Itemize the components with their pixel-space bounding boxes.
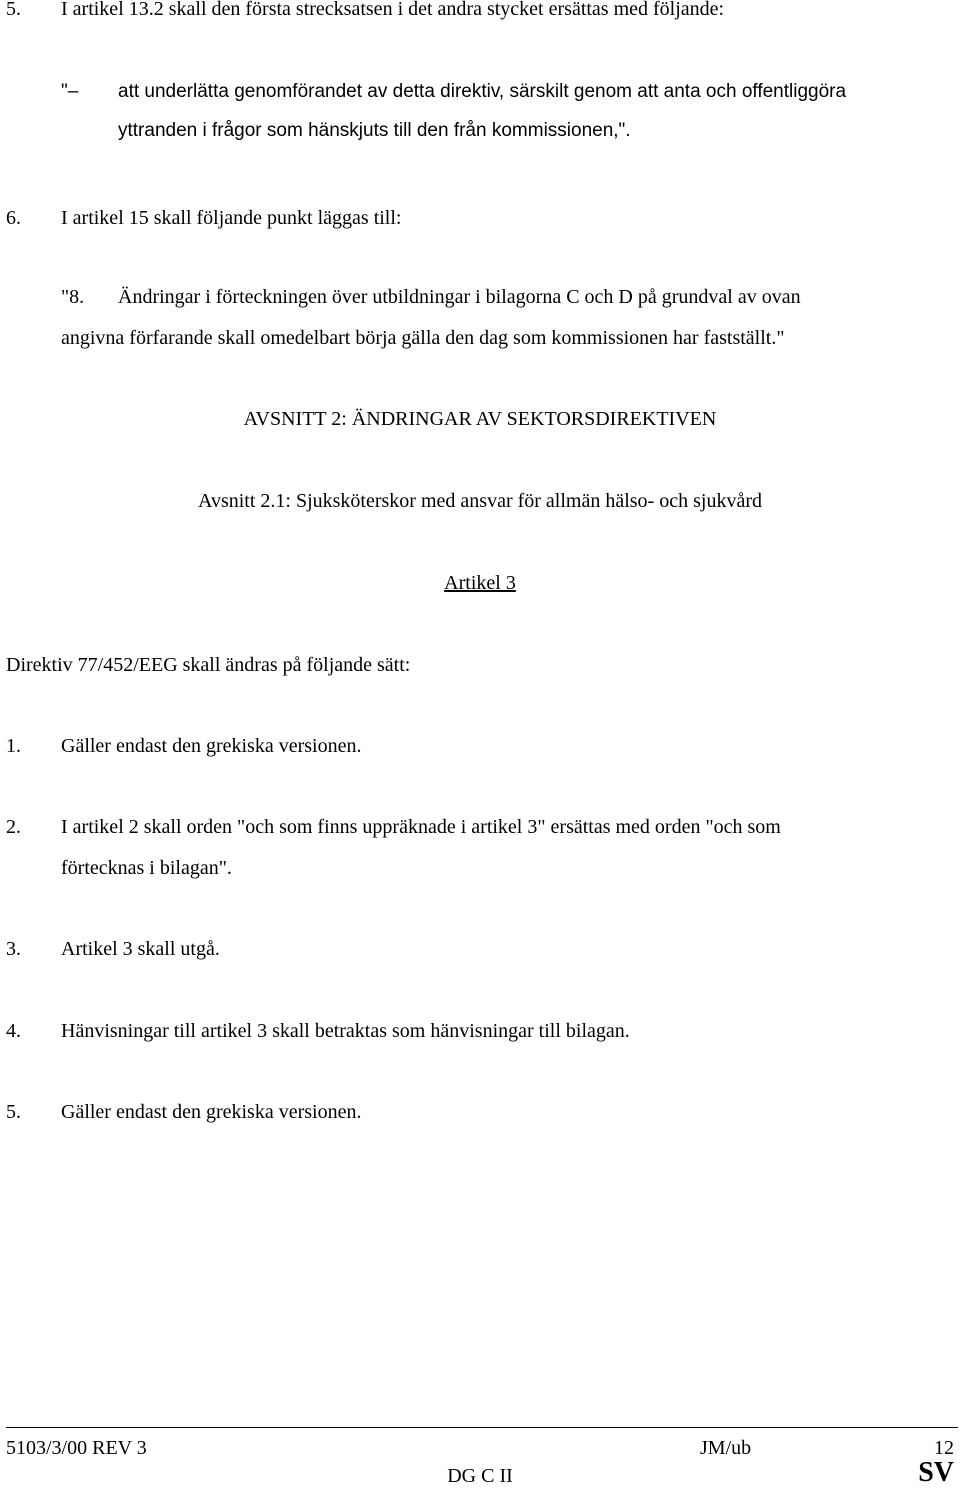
- article-heading: Artikel 3: [444, 572, 516, 594]
- quote-point-line-1: Ändringar i förteckningen över utbildningar i bilagorna C och D på grundval av ovan: [118, 286, 801, 308]
- quote-point-line-2: angivna förfarande skall omedelbart börja gälla den dag som kommissionen har fastställt.": [61, 327, 785, 349]
- point-text: förtecknas i bilagan".: [61, 857, 232, 879]
- footer-page-number: 12: [934, 1437, 954, 1459]
- footer-dg: DG C II: [447, 1465, 513, 1487]
- point-text: Gäller endast den grekiska versionen.: [61, 1101, 362, 1123]
- subsection-heading: Avsnitt 2.1: Sjuksköterskor med ansvar för allmän hälso- och sjukvård: [198, 490, 762, 512]
- point-number: 4.: [6, 1020, 21, 1042]
- footer-initials: JM/ub: [700, 1437, 752, 1459]
- footer-rule: [6, 1427, 958, 1428]
- quote-dash-mark: "–: [61, 81, 79, 102]
- item-number: 6.: [6, 207, 21, 229]
- directive-intro: Direktiv 77/452/EEG skall ändras på följande sätt:: [6, 654, 411, 676]
- item-text: I artikel 15 skall följande punkt läggas till:: [61, 207, 402, 229]
- point-number: 3.: [6, 938, 21, 960]
- point-text: Artikel 3 skall utgå.: [61, 938, 220, 960]
- quote-dash-line-1: att underlätta genomförandet av detta direktiv, särskilt genom att anta och offentliggöra: [118, 81, 847, 102]
- point-number: 1.: [6, 735, 21, 757]
- item-number: 5.: [6, 0, 21, 20]
- point-text: Gäller endast den grekiska versionen.: [61, 735, 362, 757]
- quote-dash-line-2: yttranden i frågor som hänskjuts till den från kommissionen,".: [118, 120, 631, 141]
- footer-language: SV: [918, 1457, 954, 1488]
- quote-point-number: "8.: [61, 286, 85, 308]
- point-number: 2.: [6, 816, 21, 838]
- section-heading: AVSNITT 2: ÄNDRINGAR AV SEKTORSDIREKTIVEN: [243, 408, 717, 430]
- point-number: 5.: [6, 1101, 21, 1123]
- footer-doc-ref: 5103/3/00 REV 3: [6, 1437, 147, 1459]
- item-text: I artikel 13.2 skall den första strecksatsen i det andra stycket ersättas med följande:: [61, 0, 725, 20]
- point-text: I artikel 2 skall orden "och som finns uppräknade i artikel 3" ersättas med orden "och som: [61, 816, 781, 838]
- point-text: Hänvisningar till artikel 3 skall betraktas som hänvisningar till bilagan.: [61, 1020, 630, 1042]
